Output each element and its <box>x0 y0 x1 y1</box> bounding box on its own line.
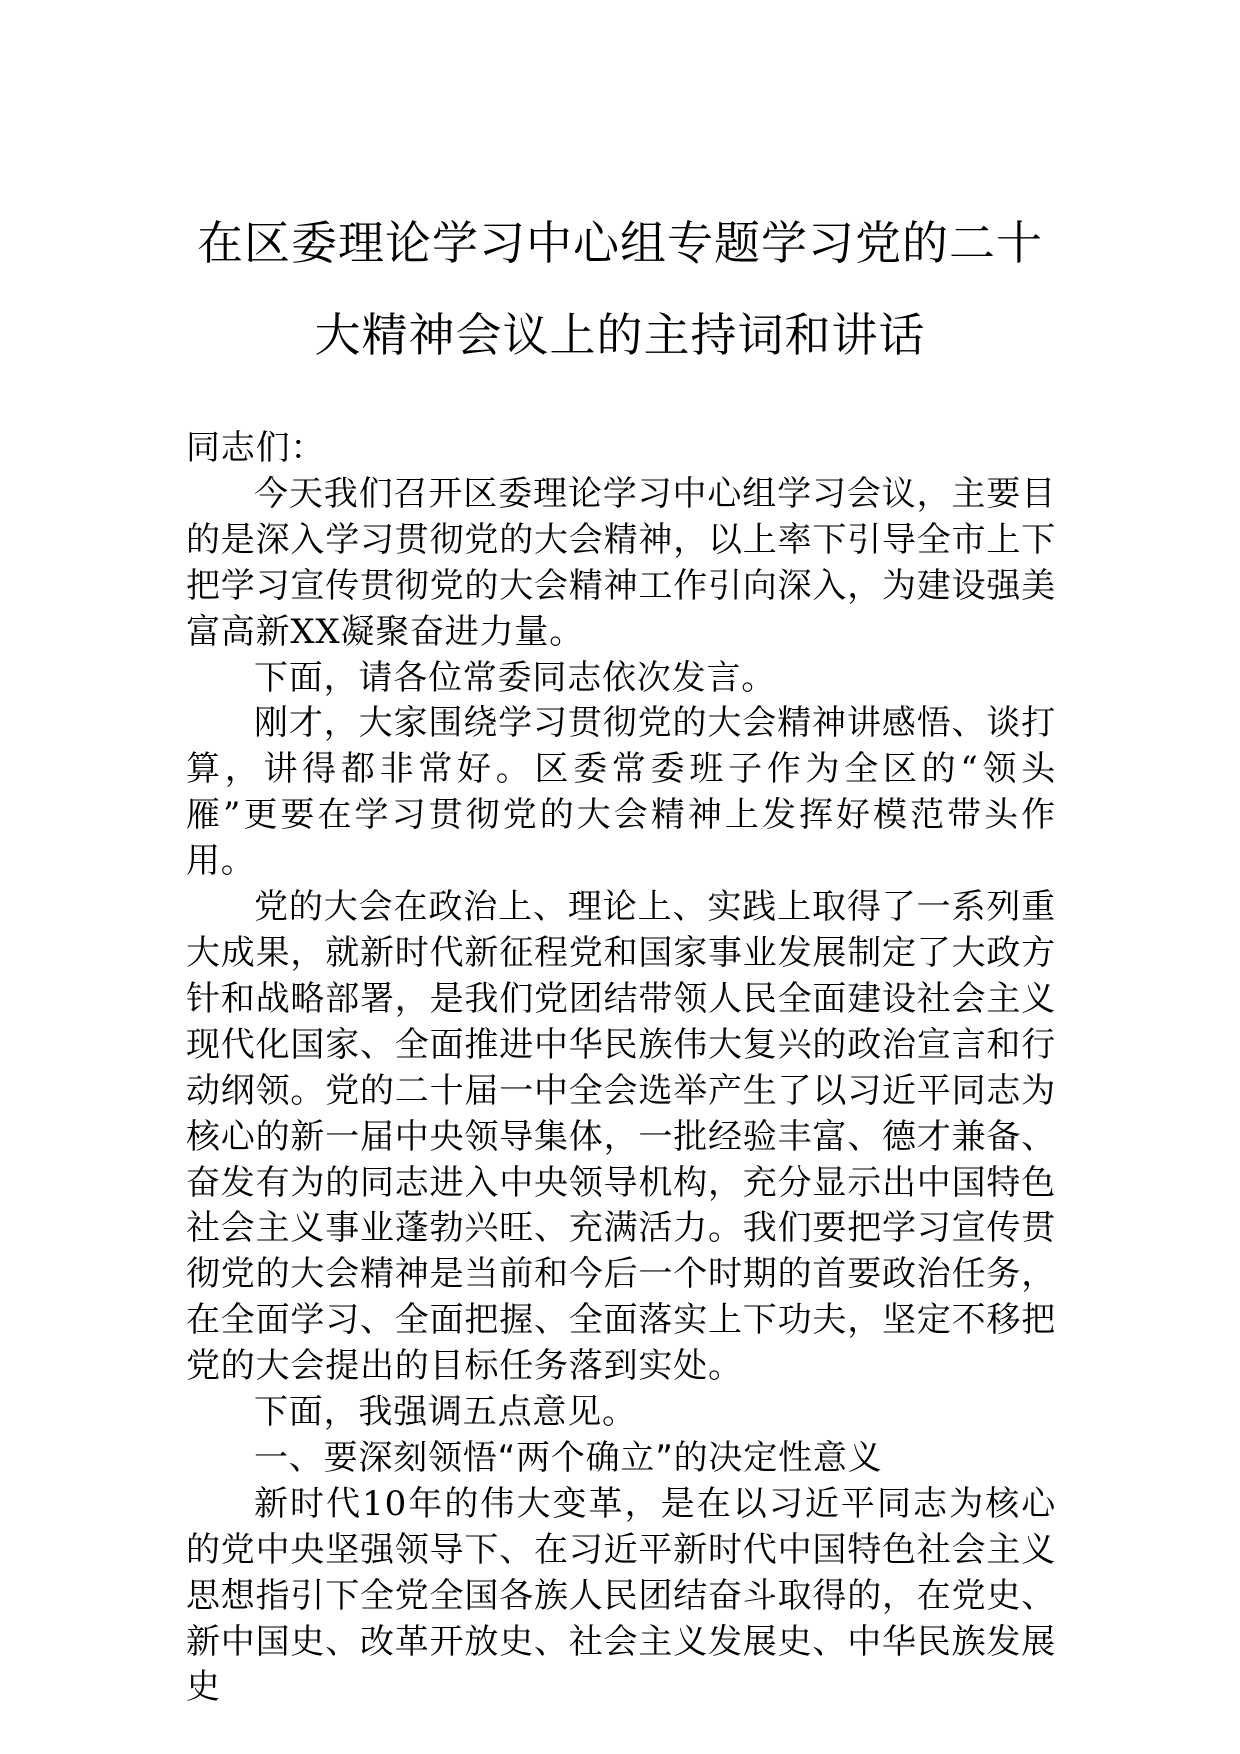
document-title-line-1: 在区委理论学习中心组专题学习党的二十 <box>197 216 1043 270</box>
paragraph-1: 今天我们召开区委理论学习中心组学习会议，主要目的是深入学习贯彻党的大会精神，以上率下引导全市上下把学习宣传贯彻党的大会精神工作引向深入，为建设强美富高新XX凝聚奋进力量。 <box>186 473 1056 652</box>
section-heading-1: 一、要深刻领悟“两个确立”的决定性意义 <box>254 1437 883 1478</box>
paragraph-3: 刚才，大家围绕学习贯彻党的大会精神讲感悟、谈打算，讲得都非常好。区委常委班子作为全区的“领头雁”更要在学习贯彻党的大会精神上发挥好模范带头作用。 <box>186 703 1056 882</box>
paragraph-6: 新时代10年的伟大变革，是在以习近平同志为核心的党中央坚强领导下、在习近平新时代中国特色社会主义思想指引下全党全国各族人民团结奋斗取得的，在党史、新中国史、改革开放史、社会主义发展史、中华民族发展史 <box>186 1483 1056 1708</box>
paragraph-2: 下面，请各位常委同志依次发言。 <box>254 657 776 698</box>
document-body <box>186 426 1056 1711</box>
document-title-line-2: 大精神会议上的主持词和讲话 <box>314 308 926 362</box>
paragraph-4: 党的大会在政治上、理论上、实践上取得了一系列重大成果，就新时代新征程党和国家事业发展制定了大政方针和战略部署，是我们党团结带领人民全面建设社会主义现代化国家、全面推进中华民族伟大复兴的政治宣言和行动纲领。党的二十届一中全会选举产生了以习近平同志为核心的新一届中央领导集体，一批经验丰富、德才兼备、奋发有为的同志进入中央领导机构，充分显示出中国特色社会主义事业蓬勃兴旺、充满活力。我们要把学习宣传贯彻党的大会精神是当前和今后一个时期的首要政治任务，在全面学习、全面把握、全面落实上下功夫，坚定不移把党的大会提出的目标任务落到实处。 <box>186 887 1056 1387</box>
paragraph-5: 下面，我强调五点意见。 <box>254 1392 637 1433</box>
salutation: 同志们： <box>186 428 326 468</box>
